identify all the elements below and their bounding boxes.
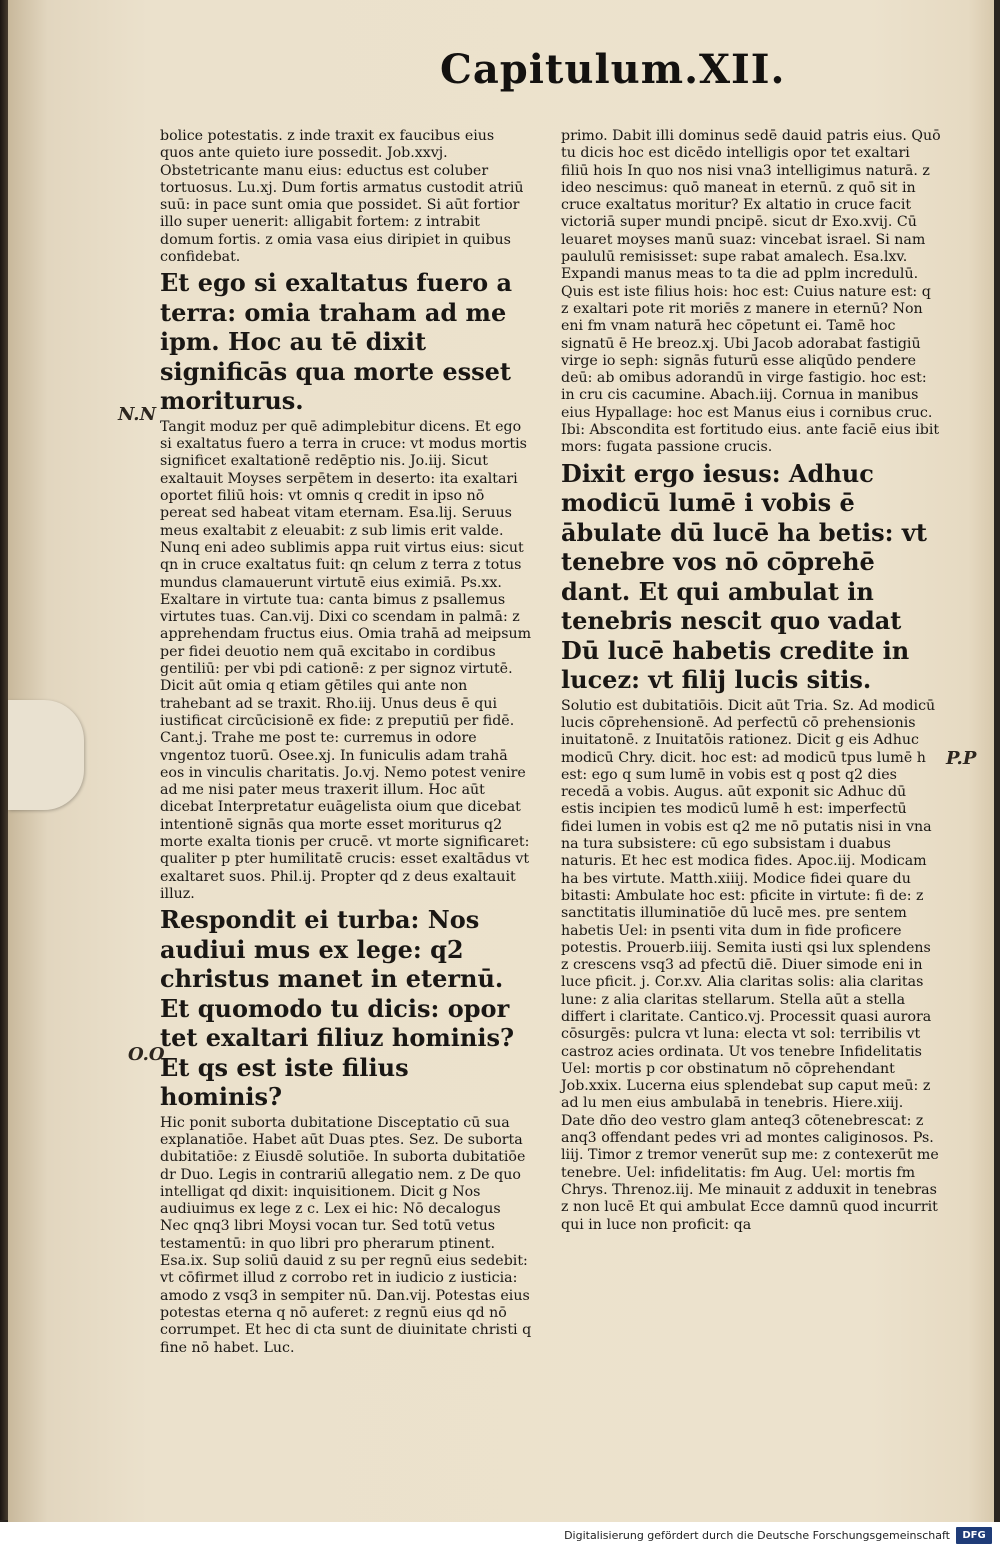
page-tab-edge [8, 700, 84, 810]
digitization-footer [0, 1522, 1000, 1552]
scripture-lemma: Dixit ergo iesus: Adhuc modicū lumē i vobis ē ābulate dū lucē ha betis: vt tenebre vos nō cōprehē dant. Et qui ambulat in tenebris nescit quo vadat Dū lucē habetis credite in lucez: vt filij lucis sitis. [561, 458, 927, 695]
commentary-paragraph: bolice potestatis. z inde traxit ex faucibus eius quos ante quieto iure possedit. Job.xxvj. Obstetricante manu eius: eductus est coluber tortuosus. Lu.xj. Dum fortis armatus custodit atriū suū: in pace sunt omia que possidet. Si aūt fortior illo super uenerit: alligabit fortem: z intrabit domum fortis. z omia vasa eius diripiet in quibus confidebat. [160, 128, 524, 266]
commentary-paragraph: Tangit moduz per quē adimplebitur dicens. Et ego si exaltatus fuero a terra in cruce: vt modus mortis significet exaltationē redēptio nis. Jo.iij. Sicut exaltauit Moyses serpētem in deserto: ita exaltari oportet filiū hois: vt omnis q credit in ipso nō pereat sed habeat vitam eternam. Esa.lij. Seruus meus exaltabit z eleuabit: z sub limis erit valde. Nunq eni adeo sublimis appa ruit virtus eius: sicut qn in cruce exaltatus fuit: qn celum z terra z totus mundus clamauerunt virtutē eius eximiā. Ps.xx. Exaltare in virtute tua: canta bimus z psallemus virtutes tuas. Can.vij. Dixi co scendam in palmā: z apprehendam fructus eius. Omia trahā ad meipsum per fidei deuotio nem quā excitabo in cordibus gentiliū: per vbi pdi cationē: z per signoz virtutē. Dicit aūt omia q etiam gētiles qui ante non trahebant ad se traxit. Rho.iij. Unus deus ē qui iustificat circūcisionē ex fide: z preputiū per fidē. Cant.j. Trahe me post te: curremus in odore vngentoz tuorū. Osee.xj. In funiculis adam trahā eos in vinculis charitatis. Jo.vj. Nemo potest venire ad me nisi pater meus traxerit illum. Hoc aūt dicebat Interpretatur euāgelista oium que dicebat intentionē signās qua morte esset moriturus q2 morte exalta tionis per crucē. vt morte significaret: qualiter p pter humilitatē crucis: esset exaltādus vt exaltaret suos. Phil.ij. Propter qd z deus exaltauit illuz. [160, 418, 532, 902]
right-text-column [561, 128, 941, 1320]
commentary-paragraph: Solutio est dubitatiōis. Dicit aūt Tria. Sz. Ad modicū lucis cōprehensionē. Ad perfectū cō prehensionis inuitatonē. z Inuitatōis rationez. Dicit g eis Adhuc modicū Chry. dicit. hoc est: ad modicū tpus lumē h est: ego q sum lumē in vobis est q post q2 dies recedā a vobis. Augus. aūt exponit sic Adhuc dū estis incipien tes modicū lumē h est: imperfectū fidei lumen in vobis est q2 me nō putatis nisi in vna na tura subsistere: cū ego subsistam i duabus naturis. Et hec est modica fides. Apoc.iij. Modicam ha bes virtute. Matth.xiiij. Modice fidei quare du bitasti: Ambulate hoc est: pficite in virtute: fi de: z sanctitatis illuminatiōe dū lucē mes. pre sentem habetis Uel: in psenti vita dum in fide proficere potestis. Prouerb.iiij. Semita iusti qsi lux splendens z crescens vsq3 ad pfectū diē. Diuer simode eni in luce pficit. j. Cor.xv. Alia claritas solis: alia claritas lune: z alia claritas stellarum. Stella aūt a stella differt i claritate. Cantico.vj. Processit quasi aurora cōsurgēs: pulcra vt luna: electa vt sol: terribilis vt castroz acies ordinata. Ut vos tenebre Infidelitatis Uel: mortis p cor obstinatum nō cōprehendant Job.xxix. Lucerna eius splendebat sup caput meū: z ad lu men eius ambulabā in tenebris. Hiere.xiij. Date dño deo vestro glam anteq3 cōtenebrescat: z anq3 offendant pedes vri ad montes caliginosos. Ps. liij. Timor z tremor venerūt sup me: z contexerūt me tenebre. Uel: infidelitatis: fm Aug. Uel: mortis fm Chrys. Threnoz.iij. Me minauit z adduxit in tenebras z non lucē Et qui ambulat Ecce damnū quod incurrit qui in luce non proficit: qa [561, 697, 939, 1233]
commentary-paragraph: primo. Dabit illi dominus sedē dauid patris eius. Quō tu dicis hoc est dicēdo intelligis opor tet exaltari filiū hois In quo nos nisi vna3 intelligimus naturā. z ideo nescimus: quō maneat in eternū. z quō sit in cruce exaltatus moritur? Ex altatio in cruce facit victoriā super mundi pncipē. sicut dr Exo.xvij. Cū leuaret moyses manū suaz: vincebat israel. Si nam paululū remisisset: supe rabat amalech. Esa.lxv. Expandi manus meas to ta die ad pplm incredulū. Quis est iste filius hois: hoc est: Cuius nature est: q z exaltari pote rit moriēs z manere in eternū? Non eni fm vnam naturā hec cōpetunt ei. Tamē hoc signatū ē He breoz.xj. Ubi Jacob adorabat fastigiū virge io seph: signās futurū esse aliqūdo pendere deū: ab omibus adorandū in virge fastigio. hoc est: in cru cis cacumine. Abach.iij. Cornua in manibus eius Hypallage: hoc est Manus eius i cornibus cruc. Ibi: Abscondita est fortitudo eius. ante faciē eius ibit mors: fugata passione crucis. [561, 128, 941, 456]
running-title: Capitulum.XII. [440, 46, 786, 93]
margin-note-pp: P.P [946, 748, 977, 769]
funding-credit: Digitalisierung gefördert durch die Deutsche Forschungsgemeinschaft [564, 1529, 950, 1542]
scripture-lemma: Respondit ei turba: Nos audiui mus ex lege: q2 christus manet in eternū. Et quomodo tu dicis: opor tet exaltari filiuz hominis? Et qs est iste filius hominis? [160, 905, 515, 1112]
margin-note-nn: N.N [118, 404, 157, 425]
dfg-logo: DFG [956, 1527, 992, 1544]
margin-note-oo: O.O [128, 1044, 165, 1065]
scripture-lemma: Et ego si exaltatus fuero a terra: omia traham ad me ipm. Hoc au tē dixit significās qua morte esset moriturus. [160, 268, 513, 416]
commentary-paragraph: Hic ponit suborta dubitatione Disceptatio cū sua explanatiōe. Habet aūt Duas ptes. Sez. De suborta dubitatiōe: z Eiusdē solutiōe. In suborta dubitatiōe dr Duo. Legis in contrariū allegatio nem. z De quo intelligat qd dixit: inquisitionem. Dicit g Nos audiuimus ex lege z c. Lex ei hic: Nō decalogus Nec qnq3 libri Moysi vocan tur. Sed totū vetus testamentū: in quo libri pro pherarum ptinent. Esa.ix. Sup soliū dauid z su per regnū eius sedebit: vt cōfirmet illud z corrobo ret in iudicio z iusticia: amodo z vsq3 in sempiter nū. Dan.vij. Potestas eius potestas eterna q nō auferet: z regnū eius qd nō corrumpet. Et hec di cta sunt de diuinitate christi q fine nō habet. Luc. [160, 1114, 532, 1356]
left-text-column [160, 128, 532, 1356]
